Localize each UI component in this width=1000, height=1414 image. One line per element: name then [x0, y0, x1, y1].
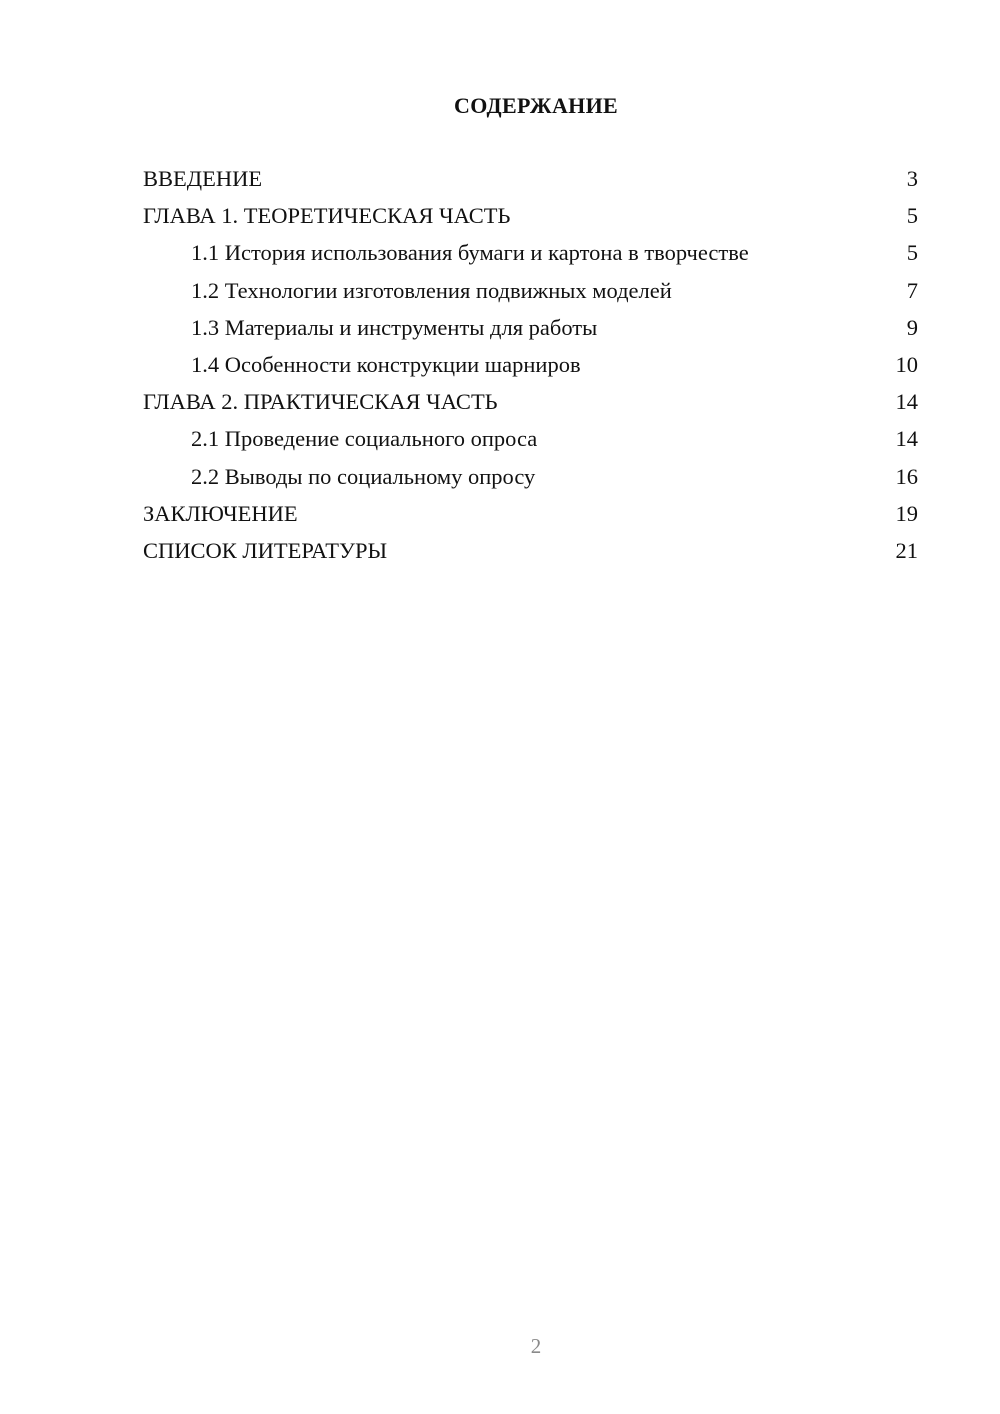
toc-item-section-1-3	[143, 315, 918, 352]
page-number: 2	[530, 1334, 542, 1358]
toc-item-page: 19	[895, 500, 918, 526]
toc-item-label: ЗАКЛЮЧЕНИЕ	[143, 500, 298, 526]
toc-item-page: 7	[906, 277, 918, 303]
toc-item-page: 5	[906, 203, 918, 229]
toc-item-label: ГЛАВА 1. ТЕОРЕТИЧЕСКАЯ ЧАСТЬ	[143, 203, 511, 229]
toc-item-label: 1.3 Материалы и инструменты для работы	[191, 314, 598, 340]
toc-item-page: 10	[895, 351, 918, 377]
table-of-contents	[143, 166, 918, 575]
toc-item-section-2-2	[143, 464, 918, 501]
toc-item-section-2-1	[143, 426, 918, 463]
toc-item-section-1-1	[143, 240, 918, 277]
toc-item-introduction	[143, 166, 918, 203]
toc-item-section-1-4	[143, 352, 918, 389]
toc-item-label: 2.1 Проведение социального опроса	[191, 426, 538, 452]
toc-item-label: ГЛАВА 2. ПРАКТИЧЕСКАЯ ЧАСТЬ	[143, 389, 498, 415]
page-title: СОДЕРЖАНИЕ	[454, 93, 618, 118]
toc-item-page: 16	[895, 463, 918, 489]
toc-item-label: 1.4 Особенности конструкции шарниров	[191, 351, 581, 377]
toc-item-section-1-2	[143, 278, 918, 315]
toc-item-page: 14	[895, 389, 918, 415]
toc-item-label: СПИСОК ЛИТЕРАТУРЫ	[143, 537, 388, 563]
toc-item-page: 3	[906, 166, 918, 191]
toc-item-page: 5	[906, 240, 918, 266]
toc-item-conclusion	[143, 501, 918, 538]
toc-item-label: ВВЕДЕНИЕ	[143, 166, 263, 191]
toc-item-references	[143, 538, 918, 575]
toc-item-chapter-1	[143, 203, 918, 240]
toc-item-label: 2.2 Выводы по социальному опросу	[191, 463, 536, 489]
toc-item-chapter-2	[143, 389, 918, 426]
toc-item-page: 21	[895, 537, 918, 563]
toc-item-label: 1.2 Технологии изготовления подвижных моделей	[191, 277, 672, 303]
toc-item-page: 9	[906, 314, 918, 340]
toc-item-page: 14	[895, 426, 918, 452]
toc-item-label: 1.1 История использования бумаги и картона в творчестве	[191, 240, 749, 266]
